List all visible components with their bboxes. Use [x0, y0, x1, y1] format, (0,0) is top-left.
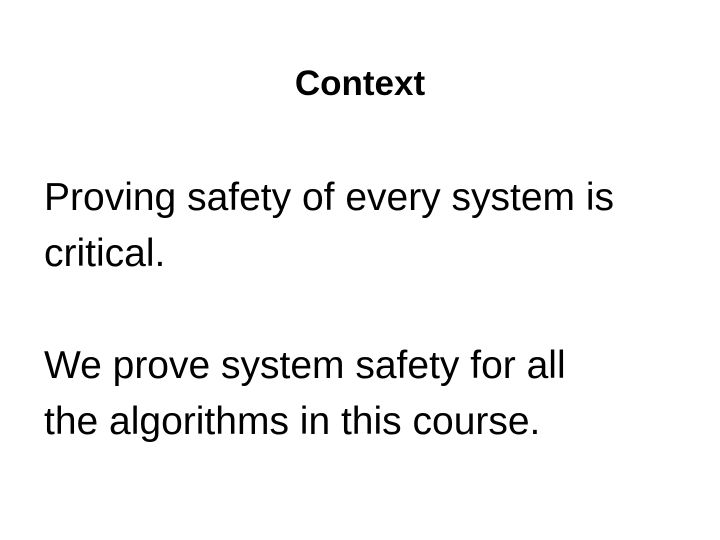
body-line: the algorithms in this course.: [44, 400, 541, 443]
paragraph-safety-critical: [44, 170, 694, 282]
paragraph-prove-safety: [44, 338, 694, 450]
paragraph-spacer: [44, 282, 694, 338]
slide-body: [44, 170, 694, 450]
body-line: Proving safety of every system is: [44, 176, 615, 219]
body-line: critical.: [44, 232, 166, 275]
slide-title: Context: [294, 64, 426, 103]
body-line: We prove system safety for all: [44, 344, 566, 387]
